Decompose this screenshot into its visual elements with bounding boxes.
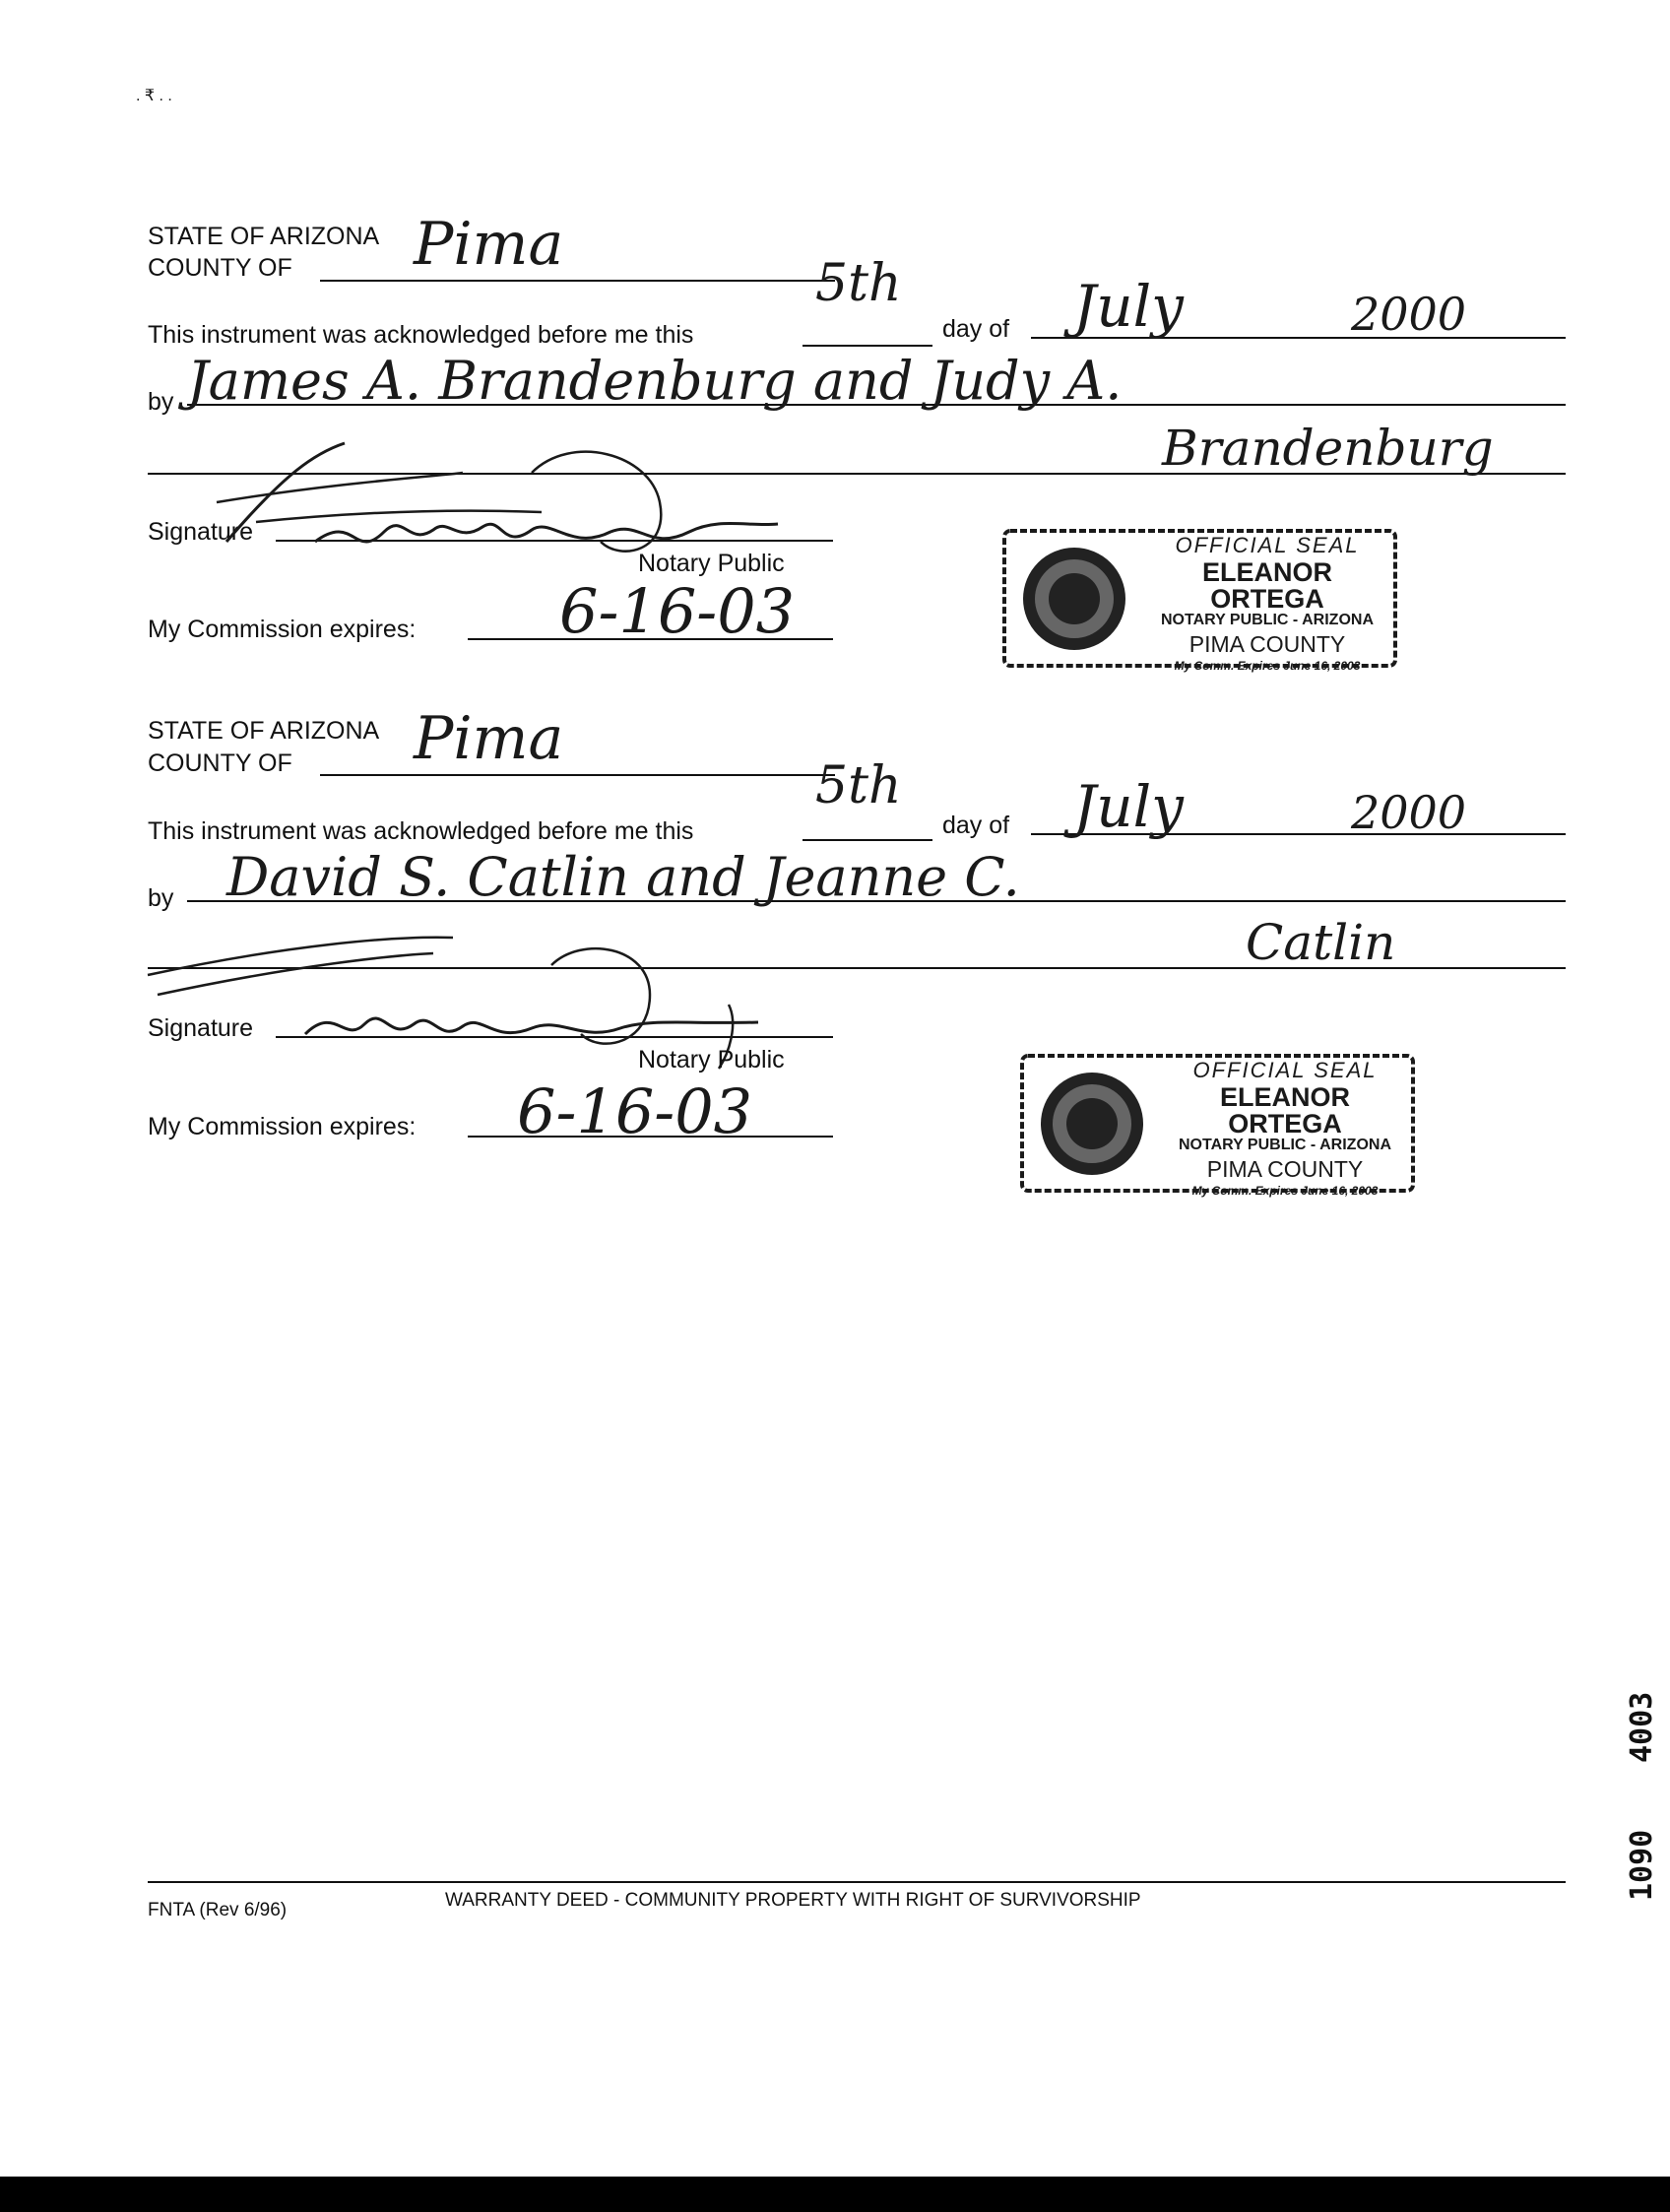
seal-line-2: ELEANOR ORTEGA — [1201, 557, 1332, 614]
by-value-line1: James A. Brandenburg and Judy A. — [187, 350, 1123, 412]
county-value: Pima — [414, 210, 564, 279]
notary-public-label: Notary Public — [638, 550, 785, 577]
day-line — [803, 839, 932, 841]
day-value: 5th — [815, 254, 902, 313]
deed-title: WARRANTY DEED - COMMUNITY PROPERTY WITH RIGHT OF SURVIVORSHIP — [445, 1890, 1141, 1911]
form-code: FNTA (Rev 6/96) — [148, 1900, 288, 1920]
commission-value: 6-16-03 — [559, 575, 796, 647]
county-value: Pima — [414, 704, 564, 773]
month-value: July — [1073, 773, 1184, 840]
day-of-label: day of — [942, 315, 1010, 343]
seal-line-1: OFFICIAL SEAL — [1192, 1058, 1378, 1082]
top-marks: . ₹ . . — [136, 88, 172, 104]
seal-line-3: NOTARY PUBLIC - ARIZONA — [1179, 1137, 1391, 1153]
day-of-label: day of — [942, 812, 1010, 839]
seal-line-4: PIMA COUNTY — [1188, 631, 1346, 657]
official-seal-1 — [1000, 527, 1399, 673]
commission-label: My Commission expires: — [148, 616, 417, 643]
by-label: by — [148, 388, 174, 416]
day-value: 5th — [815, 756, 902, 815]
county-label: COUNTY OF — [148, 254, 292, 282]
footer-rule — [148, 1881, 1566, 1883]
side-number-top: 4003 — [1625, 1691, 1659, 1763]
signature-label: Signature — [148, 518, 254, 546]
seal-line-2: ELEANOR ORTEGA — [1219, 1082, 1350, 1139]
ack-text: This instrument was acknowledged before me this — [148, 321, 694, 349]
notary-public-label: Notary Public — [638, 1046, 785, 1073]
seal-line-4: PIMA COUNTY — [1206, 1156, 1364, 1182]
signature-label: Signature — [148, 1014, 254, 1042]
commission-value: 6-16-03 — [517, 1075, 753, 1147]
commission-label: My Commission expires: — [148, 1113, 417, 1140]
by-value-line2: Brandenburg — [1162, 420, 1494, 477]
by-value-line1: David S. Catlin and Jeanne C. — [226, 846, 1020, 908]
official-seal-2 — [1018, 1052, 1417, 1198]
county-label: COUNTY OF — [148, 749, 292, 777]
month-value: July — [1073, 273, 1184, 340]
side-number-bottom: 1090 — [1625, 1829, 1659, 1901]
scan-bottom-band — [0, 2177, 1670, 2212]
day-line — [803, 345, 932, 347]
by-value-line2: Catlin — [1246, 914, 1396, 971]
by-label: by — [148, 884, 174, 912]
state-label: STATE OF ARIZONA — [148, 223, 380, 250]
year-value: 2000 — [1351, 786, 1467, 839]
county-line — [320, 774, 835, 776]
ack-text: This instrument was acknowledged before me this — [148, 817, 694, 845]
seal-line-5: My Comm. Expires June 16, 2003 — [1191, 1184, 1379, 1198]
seal-line-5: My Comm. Expires June 16, 2003 — [1174, 659, 1361, 673]
year-value: 2000 — [1351, 288, 1467, 341]
county-line — [320, 280, 835, 282]
state-label: STATE OF ARIZONA — [148, 717, 380, 745]
notary-signature-1 — [197, 414, 827, 571]
seal-line-3: NOTARY PUBLIC - ARIZONA — [1161, 612, 1374, 628]
seal-line-1: OFFICIAL SEAL — [1175, 533, 1360, 557]
